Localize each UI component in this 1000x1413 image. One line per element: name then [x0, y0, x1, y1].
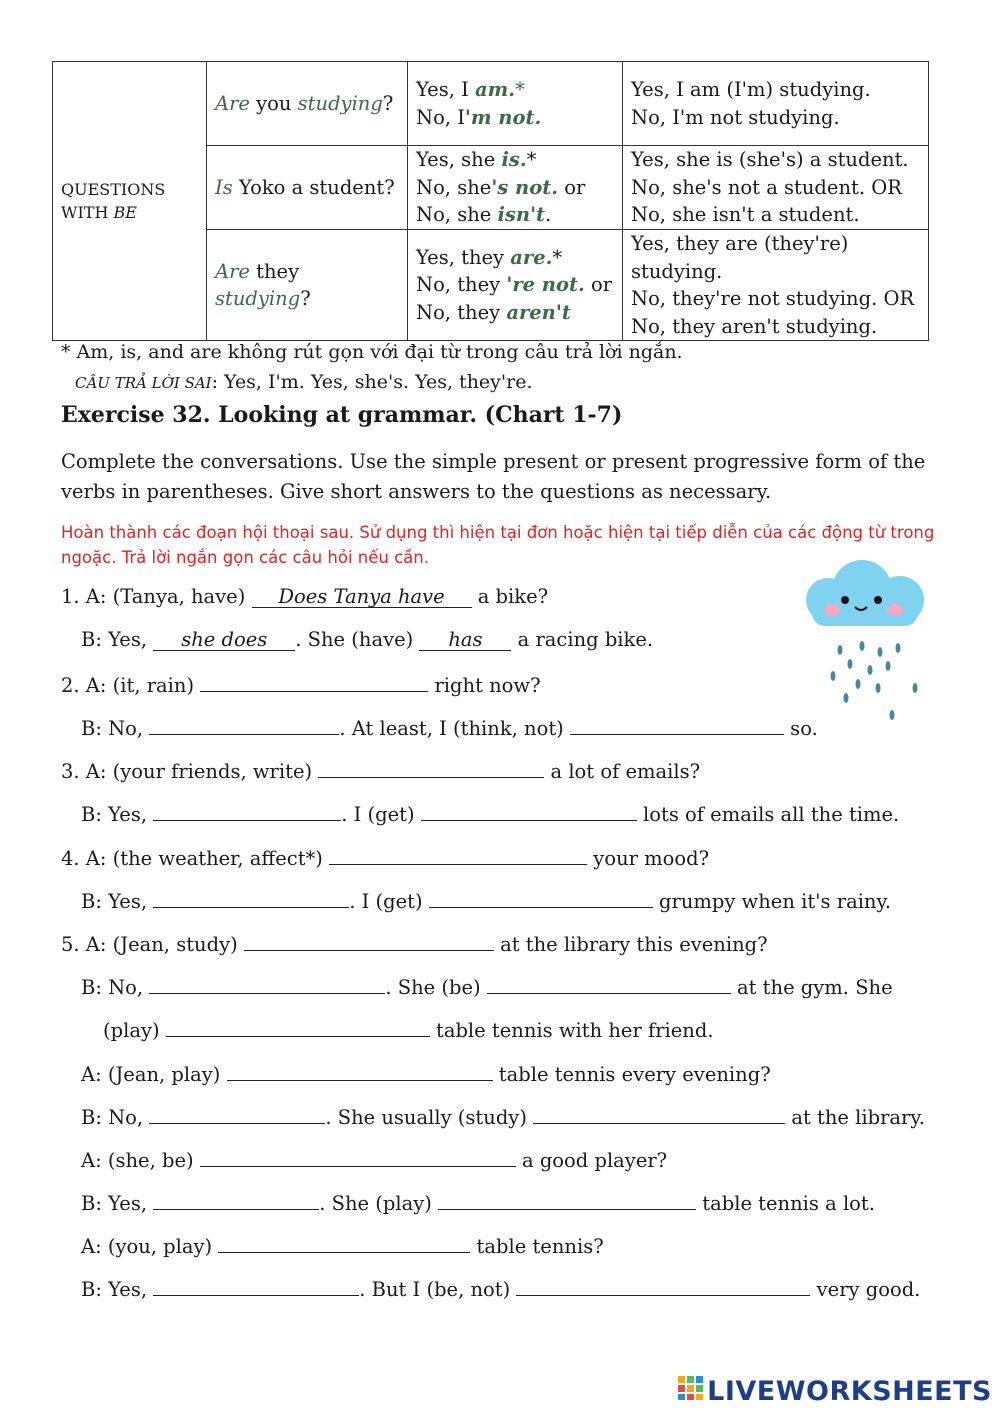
answer-field[interactable] [218, 1232, 470, 1253]
question-cell [207, 230, 408, 341]
category-cell [53, 62, 207, 341]
exercise-line: B: Yes, . I (get) lots of emails all the time. [81, 800, 899, 826]
short-answer-line [416, 146, 614, 174]
wrong-answers-text: : Yes, I'm. Yes, she's. Yes, they're. [211, 371, 533, 393]
answer-field[interactable] [516, 1275, 810, 1296]
answer-text: or [584, 273, 613, 297]
answer-field[interactable] [570, 714, 784, 735]
question-end: ? [300, 287, 311, 310]
short-answer-line [416, 76, 614, 104]
exercise-line: (play) table tennis with her friend. [103, 1016, 714, 1042]
answer-star: * [526, 148, 537, 172]
answer-field[interactable] [533, 1103, 785, 1124]
exercise-line: A: (she, be) a good player? [81, 1146, 667, 1172]
answer-field[interactable]: she does [153, 630, 295, 651]
exercise-title: Exercise 32. Looking at grammar. (Chart 1-7) [61, 402, 623, 428]
answer-field[interactable] [200, 671, 428, 692]
answer-text: Yes, she [416, 148, 502, 172]
answer-field[interactable]: Does Tanya have [252, 587, 472, 608]
full-answer-line: No, they aren't studying. [631, 314, 878, 338]
short-answer-line [416, 174, 614, 202]
question-cell [207, 62, 408, 146]
exercise-line: A: (Jean, play) table tennis every evening? [81, 1060, 771, 1086]
answer-field[interactable] [438, 1189, 696, 1210]
exercise-instructions-vn: Hoàn thành các đoạn hội thoại sau. Sử dụng thì hiện tại đơn hoặc hiện tại tiếp diễn của các động từ trong ngoặc. Trả lời ngắn gọn các câu hỏi nếu cần. [61, 523, 935, 567]
short-answer-cell [408, 146, 623, 230]
answer-field[interactable] [153, 887, 349, 908]
answer-field[interactable] [227, 1060, 493, 1081]
full-answer-line: No, she isn't a student. [631, 203, 860, 227]
question-verb: studying [297, 91, 383, 115]
answer-field[interactable] [153, 1275, 359, 1296]
short-answer-cell [408, 62, 623, 146]
answer-field[interactable] [318, 757, 544, 778]
answer-field[interactable] [149, 714, 339, 735]
answer-field[interactable] [200, 1146, 516, 1167]
category-with: WITH [61, 203, 114, 222]
answer-field[interactable] [429, 887, 653, 908]
exercise-line: 5. A: (Jean, study) at the library this evening? [61, 930, 768, 956]
full-answer-line: No, I'm not studying. [631, 105, 840, 129]
exercise-instructions: Complete the conversations. Use the simple present or present progressive form of the verbs in parentheses. Give short answers to the questions as necessary. [61, 450, 926, 503]
grammar-table [52, 61, 929, 341]
answer-star: * [552, 245, 563, 269]
short-answer-line [416, 271, 614, 299]
answer-text: No, she [416, 175, 492, 199]
answer-text: No, they [416, 300, 507, 324]
answer-verb: is. [501, 148, 527, 172]
answer-star: * [515, 78, 525, 101]
short-answer-line [416, 244, 614, 272]
full-answer-line: Yes, she is (she's) a student. [631, 148, 909, 172]
short-answer-cell [408, 230, 623, 341]
rain-cloud-icon [800, 560, 930, 730]
exercise-line: 1. A: (Tanya, have) Does Tanya have a bike? [61, 585, 549, 608]
question-aux: Are [215, 91, 250, 115]
full-answer-cell [623, 62, 929, 146]
answer-field[interactable]: has [419, 630, 511, 651]
answer-field[interactable] [166, 1016, 430, 1037]
exercise-line: B: Yes, she does . She (have) has a racing bike. [81, 628, 654, 651]
wrong-answers-note [75, 371, 533, 393]
category-line2 [61, 201, 198, 224]
answer-field[interactable] [421, 800, 637, 821]
answer-verb: am. [475, 78, 516, 101]
answer-field[interactable] [149, 973, 385, 994]
answer-field[interactable] [487, 973, 731, 994]
answer-field[interactable] [149, 1103, 325, 1124]
question-end: ? [382, 91, 394, 115]
wrong-answers-label: CÂU TRẢ LỜI SAI [75, 374, 212, 392]
liveworksheets-logo-icon [678, 1376, 704, 1407]
answer-field[interactable] [329, 844, 587, 865]
table-row [53, 62, 929, 146]
question-aux: Is [215, 175, 233, 199]
note-line: * Am, is, and are không rút gọn với đại từ trong câu trả lời ngắn. [61, 341, 683, 363]
exercise-line: B: No, . She (be) at the gym. She [81, 973, 893, 999]
answer-field[interactable] [153, 800, 341, 821]
answer-text: No, she [416, 203, 498, 227]
exercise-line: B: Yes, . She (play) table tennis a lot. [81, 1189, 875, 1215]
question-cell [207, 146, 408, 230]
exercise-line: B: Yes, . But I (be, not) very good. [81, 1275, 920, 1301]
answer-text: Yes, I [416, 78, 476, 101]
short-answer-line [416, 201, 614, 229]
full-answer-line: Yes, they are (they're) [631, 232, 849, 255]
exercise-line: A: (you, play) table tennis? [81, 1232, 604, 1258]
exercise-line: B: No, . At least, I (think, not) so. [81, 714, 818, 740]
full-answer-cell [623, 230, 929, 341]
short-answer-line [416, 299, 614, 327]
short-answer-line [416, 104, 614, 132]
exercise-line: 2. A: (it, rain) right now? [61, 671, 541, 697]
category-line1: QUESTIONS [61, 180, 166, 199]
answer-verb: 're not. [506, 273, 585, 297]
exercise-line: B: No, . She usually (study) at the library. [81, 1103, 925, 1129]
answer-text: . [545, 203, 552, 227]
question-text: they [249, 259, 300, 283]
exercise-line: 4. A: (the weather, affect*) your mood? [61, 844, 709, 870]
answer-field[interactable] [153, 1189, 319, 1210]
exercise-line: 3. A: (your friends, write) a lot of emails? [61, 757, 700, 783]
answer-text: Yes, they [416, 245, 511, 269]
full-answer-line: No, she's not a student. OR [631, 175, 902, 199]
answer-verb: 's not. [491, 175, 559, 199]
answer-verb: isn't [497, 203, 546, 227]
answer-verb: are. [510, 245, 553, 269]
exercise-line: B: Yes, . I (get) grumpy when it's rainy. [81, 887, 891, 913]
answer-field[interactable] [244, 930, 494, 951]
question-aux: Are [215, 259, 250, 283]
answer-text: No, they [416, 273, 507, 297]
full-answer-line: studying. [631, 259, 723, 283]
full-answer-line: No, they're not studying. OR [631, 287, 915, 310]
answer-verb: 'm not. [464, 105, 542, 129]
answer-verb: aren't [506, 300, 571, 324]
answer-text: No, I [416, 105, 465, 129]
full-answer-cell [623, 146, 929, 230]
category-be: BE [113, 203, 137, 222]
full-answer-line: Yes, I am (I'm) studying. [631, 78, 871, 101]
question-verb: studying [215, 287, 301, 310]
answer-text: or [558, 175, 586, 199]
logo-text: LIVEWORKSHEETS [707, 1376, 992, 1407]
liveworksheets-logo[interactable] [678, 1375, 992, 1407]
question-text: you [249, 91, 298, 115]
question-text: Yoko a student? [232, 175, 395, 199]
